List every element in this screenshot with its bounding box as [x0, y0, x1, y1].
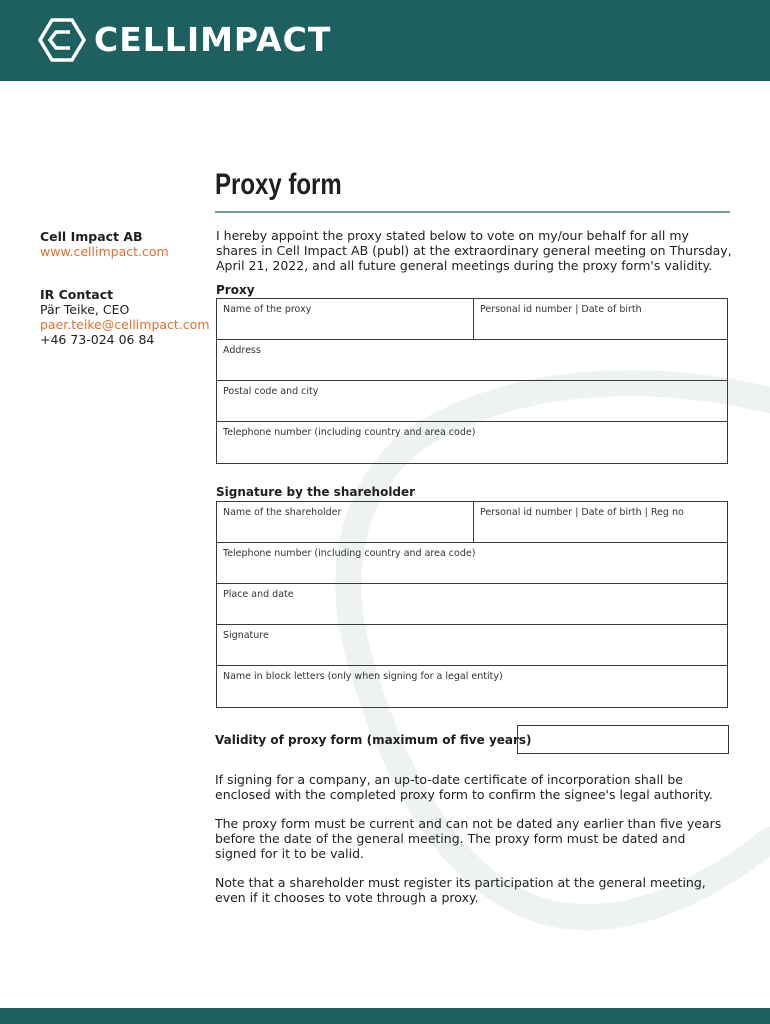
ir-contact-name: Pär Teike, CEO — [40, 302, 130, 317]
proxy-heading: Proxy — [216, 283, 255, 297]
shareholder-phone-field[interactable] — [217, 543, 727, 583]
company-name: Cell Impact AB — [40, 229, 143, 244]
note-paragraph: If signing for a company, an up-to-date certificate of incorporation shall be enclosed with the completed proxy form to confirm the signee's legal authority. — [215, 772, 713, 802]
shareholder-id-field[interactable] — [474, 502, 727, 542]
validity-label: Validity of proxy form (maximum of five years) — [215, 733, 532, 747]
field-label: Personal id number | Date of birth | Reg no — [480, 507, 684, 518]
ir-contact-heading: IR Contact — [40, 287, 114, 302]
title-divider — [215, 211, 730, 213]
ir-contact — [40, 287, 210, 347]
proxy-postal-field[interactable] — [217, 381, 727, 421]
company-info — [40, 229, 169, 259]
shareholder-row — [217, 666, 727, 707]
place-date-field[interactable] — [217, 584, 727, 624]
shareholder-heading: Signature by the shareholder — [216, 485, 416, 499]
intro-text: I hereby appoint the proxy stated below to vote on my/our behalf for all my shares in Cell Impact AB (publ) at the extraordinary general meeting on Thursday, April 21, 2022, and all future general meetings during the proxy form's validity. — [216, 228, 732, 273]
shareholder-row — [217, 543, 727, 584]
field-label: Address — [223, 345, 261, 356]
field-label: Place and date — [223, 589, 294, 600]
validity-input[interactable] — [517, 725, 729, 754]
page-title: Proxy form — [215, 168, 342, 201]
field-label: Name of the shareholder — [223, 507, 342, 518]
ir-contact-email-link[interactable]: paer.teike@cellimpact.com — [40, 317, 210, 332]
field-label: Telephone number (including country and area code) — [223, 548, 476, 559]
note-paragraph: The proxy form must be current and can not be dated any earlier than five years before the date of the general meeting. The proxy form must be dated and signed for it to be valid. — [215, 816, 722, 861]
footer-bar — [0, 1008, 770, 1024]
proxy-id-field[interactable] — [474, 299, 727, 339]
cellimpact-logo-icon — [38, 18, 86, 62]
proxy-row — [217, 381, 727, 422]
shareholder-row — [217, 625, 727, 666]
company-website-link[interactable]: www.cellimpact.com — [40, 244, 169, 259]
field-label: Postal code and city — [223, 386, 319, 397]
field-label: Personal id number | Date of birth — [480, 304, 642, 315]
proxy-name-field[interactable] — [217, 299, 474, 339]
shareholder-table — [216, 501, 728, 708]
proxy-address-field[interactable] — [217, 340, 727, 380]
shareholder-name-field[interactable] — [217, 502, 474, 542]
proxy-row — [217, 422, 727, 463]
ir-contact-phone: +46 73-024 06 84 — [40, 332, 155, 347]
brand-name: CELLIMPACT — [94, 20, 332, 59]
header-bar — [0, 0, 770, 81]
signature-field[interactable] — [217, 625, 727, 665]
proxy-row — [217, 340, 727, 381]
proxy-row — [217, 299, 727, 340]
field-label: Signature — [223, 630, 269, 641]
field-label: Name of the proxy — [223, 304, 312, 315]
field-label: Telephone number (including country and area code) — [223, 427, 476, 438]
proxy-phone-field[interactable] — [217, 422, 727, 463]
proxy-table — [216, 298, 728, 464]
shareholder-row — [217, 584, 727, 625]
field-label: Name in block letters (only when signing for a legal entity) — [223, 671, 503, 682]
note-paragraph: Note that a shareholder must register its participation at the general meeting, even if it chooses to vote through a proxy. — [215, 875, 706, 905]
block-letters-field[interactable] — [217, 666, 727, 707]
shareholder-row — [217, 502, 727, 543]
